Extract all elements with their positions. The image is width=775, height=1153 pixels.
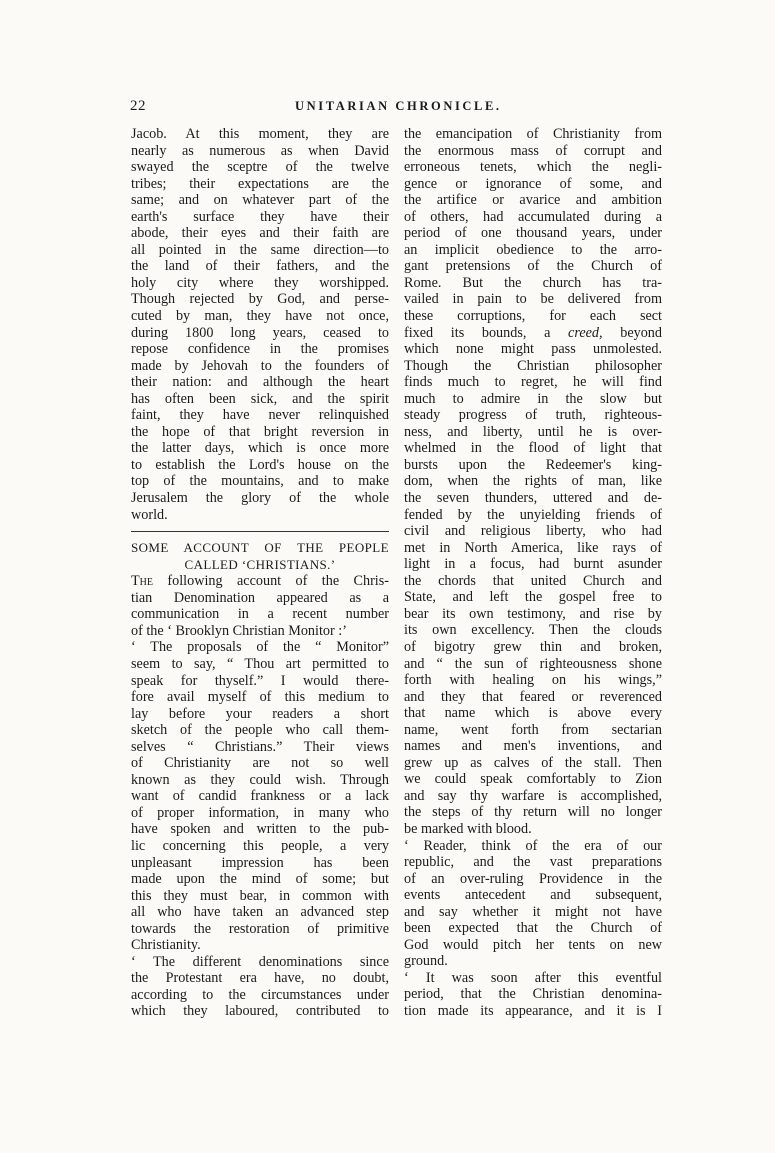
text-line: all who have taken an advanced step: [131, 904, 389, 921]
page-number: 22: [130, 98, 146, 114]
text-line: Though rejected by God, and perse-: [131, 291, 389, 308]
paragraph-jacob: [131, 126, 389, 523]
text-line: ground.: [404, 953, 448, 970]
text-line: vailed in pain to be delivered from: [404, 291, 662, 308]
paragraph-denominations: [131, 954, 389, 1020]
text-line: bear its own testimony, and rise by: [404, 605, 662, 622]
text-line: tion made its appearance, and it is I: [404, 1002, 662, 1019]
text-line: made upon the mind of some; but: [131, 871, 389, 888]
text-line: tribes; their expectations are the: [131, 175, 389, 192]
text-line: nearly as numerous as when David: [131, 142, 389, 159]
text-line: God would pitch her tents on new: [404, 936, 662, 953]
text-line: of Christianity are not so well: [131, 755, 389, 772]
text-line: selves “ Christians.” Their views: [131, 738, 389, 755]
text-line: made by Jehovah to the founders of: [131, 357, 389, 374]
section-title-line: SOME ACCOUNT OF THE PEOPLE: [131, 540, 389, 556]
text-line: Jerusalem the glory of the whole: [131, 490, 389, 507]
text-line: these corruptions, for each sect: [404, 308, 662, 325]
text-line: the emancipation of Christianity from: [404, 126, 662, 142]
text-line: earth's surface they have their: [131, 208, 389, 225]
text-line: Christianity.: [131, 937, 201, 954]
text-line: of proper information, in many who: [131, 804, 389, 821]
text-line: erroneous tenets, which the negli-: [404, 159, 662, 176]
running-head: UNITARIAN CHRONICLE.: [295, 99, 502, 113]
text-line: their nation: and although the heart: [131, 374, 389, 391]
page-header: [130, 98, 670, 118]
text-line: of others, had accumulated during a: [404, 208, 662, 225]
text-line: the steps of thy return will no longer: [404, 804, 662, 821]
text-line: this they must bear, in common with: [131, 887, 389, 904]
text-line: the artifice or avarice and ambition: [404, 192, 662, 209]
text-line: Rome. But the church has tra-: [404, 274, 662, 291]
text-line: the enormous mass of corrupt and: [404, 142, 662, 159]
text-line: all pointed in the same direction—to: [131, 241, 389, 258]
text-fragment: fixed its bounds, a: [404, 324, 569, 341]
text-line: according to the circumstances under: [131, 986, 389, 1003]
text-line: holy city where they worshipped.: [131, 274, 389, 291]
text-line: which none might pass unmolested.: [404, 341, 662, 358]
text-line: lay before your readers a short: [131, 705, 389, 722]
text-line: unpleasant impression has been: [131, 854, 389, 871]
right-column: [404, 126, 662, 1020]
lead-word: The: [131, 573, 153, 590]
text-line: same; and on whatever part of the: [131, 192, 389, 209]
text-line: during 1800 long years, ceased to: [131, 324, 389, 341]
paragraph-following-account: [131, 573, 389, 639]
text-line: towards the restoration of primitive: [131, 920, 389, 937]
text-line: tian Denomination appeared as a: [131, 589, 389, 606]
text-line: ‘ It was soon after this eventful: [404, 969, 662, 986]
text-line: and say thy warfare is accomplished,: [404, 787, 662, 804]
text-line: cuted by man, they have not once,: [131, 308, 389, 325]
italic-word: creed,: [568, 324, 603, 341]
text-line: an implicit obedience to the arro-: [404, 241, 662, 258]
text-fragment: beyond: [602, 324, 662, 341]
text-line: fended by the unyielding friends of: [404, 506, 662, 523]
text-fragment: following account of the Chris-: [153, 573, 389, 590]
text-line: the land of their fathers, and the: [131, 258, 389, 275]
text-line: of the ‘ Brooklyn Christian Monitor :’: [131, 622, 347, 639]
text-line: ‘ Reader, think of the era of our: [404, 837, 662, 854]
text-line: world.: [131, 506, 168, 523]
text-line: repose confidence in the promises: [131, 341, 389, 358]
text-line: bursts upon the Redeemer's king-: [404, 456, 662, 473]
text-line: [131, 573, 389, 590]
text-line: want of candid frankness or a lack: [131, 788, 389, 805]
paragraph-proposals: [131, 639, 389, 953]
text-line: Though the Christian philosopher: [404, 357, 662, 374]
text-line: seem to say, “ Thou art permitted to: [131, 655, 389, 672]
text-line: whelmed in the flood of light that: [404, 440, 662, 457]
text-line: much to admire in the slow but: [404, 390, 662, 407]
text-line: have spoken and written to the pub-: [131, 821, 389, 838]
section-heading: [131, 540, 389, 573]
text-line: dom, when the rights of man, like: [404, 473, 662, 490]
text-line: the Protestant era have, no doubt,: [131, 970, 389, 987]
text-line: light in a focus, had burnt asunder: [404, 556, 662, 573]
text-line: ‘ The different denominations since: [131, 953, 389, 970]
text-line: period, that the Christian denomina-: [404, 986, 662, 1003]
text-line: ‘ The proposals of the “ Monitor”: [131, 639, 389, 656]
text-line: that name which is above every: [404, 705, 662, 722]
text-line: [404, 325, 662, 342]
text-line: faint, they have never relinquished: [131, 407, 389, 424]
text-line: and say whether it might not have: [404, 903, 662, 920]
section-divider: [131, 531, 389, 532]
text-line: its own excellency. Then the clouds: [404, 622, 662, 639]
text-line: to establish the Lord's house on the: [131, 456, 389, 473]
text-line: the latter days, which is once more: [131, 440, 389, 457]
paragraph-eventful-period: [404, 970, 662, 1020]
text-line: Jacob. At this moment, they are: [131, 126, 389, 142]
text-line: met in North America, like rays of: [404, 539, 662, 556]
text-line: forth with healing on his wings,”: [404, 672, 662, 689]
text-line: period of one thousand years, under: [404, 225, 662, 242]
text-line: swayed the sceptre of the twelve: [131, 159, 389, 176]
text-line: steady progress of truth, righteous-: [404, 407, 662, 424]
text-line: lic concerning this people, a very: [131, 837, 389, 854]
left-column: [131, 126, 389, 1020]
text-line: fore avail myself of this medium to: [131, 689, 389, 706]
text-line: name, went forth from sectarian: [404, 721, 662, 738]
text-line: ness, and liberty, until he is over-: [404, 423, 662, 440]
paragraph-reader: [404, 838, 662, 970]
text-line: of an over-ruling Providence in the: [404, 870, 662, 887]
text-line: the hope of that bright reversion in: [131, 423, 389, 440]
text-line: gant pretensions of the Church of: [404, 258, 662, 275]
text-line: be marked with blood.: [404, 820, 532, 837]
text-line: communication in a recent number: [131, 606, 389, 623]
text-line: the chords that united Church and: [404, 572, 662, 589]
text-line: speak for thyself.” I would there-: [131, 672, 389, 689]
text-line: top of the mountains, and to make: [131, 473, 389, 490]
paragraph-emancipation: [404, 126, 662, 838]
text-line: and “ the sun of righteousness shone: [404, 655, 662, 672]
text-line: the seven thunders, uttered and de-: [404, 490, 662, 507]
text-line: State, and left the gospel free to: [404, 589, 662, 606]
text-line: we could speak comfortably to Zion: [404, 771, 662, 788]
text-line: has often been sick, and the spirit: [131, 390, 389, 407]
text-line: grew up as calves of the stall. Then: [404, 754, 662, 771]
text-line: events antecedent and subsequent,: [404, 887, 662, 904]
text-line: finds much to regret, he will find: [404, 374, 662, 391]
text-line: civil and religious liberty, who had: [404, 523, 662, 540]
text-line: republic, and the vast preparations: [404, 854, 662, 871]
section-title-line: CALLED ‘CHRISTIANS.’: [184, 556, 336, 572]
text-line: names and men's inventions, and: [404, 738, 662, 755]
text-line: known as they could wish. Through: [131, 771, 389, 788]
text-line: gence or ignorance of some, and: [404, 175, 662, 192]
text-line: which they laboured, contributed to: [131, 1003, 389, 1020]
text-line: of bigotry grew thin and broken,: [404, 638, 662, 655]
text-line: been expected that the Church of: [404, 920, 662, 937]
text-line: and they that feared or reverenced: [404, 688, 662, 705]
text-line: abode, their eyes and their faith are: [131, 225, 389, 242]
text-line: sketch of the people who call them-: [131, 722, 389, 739]
